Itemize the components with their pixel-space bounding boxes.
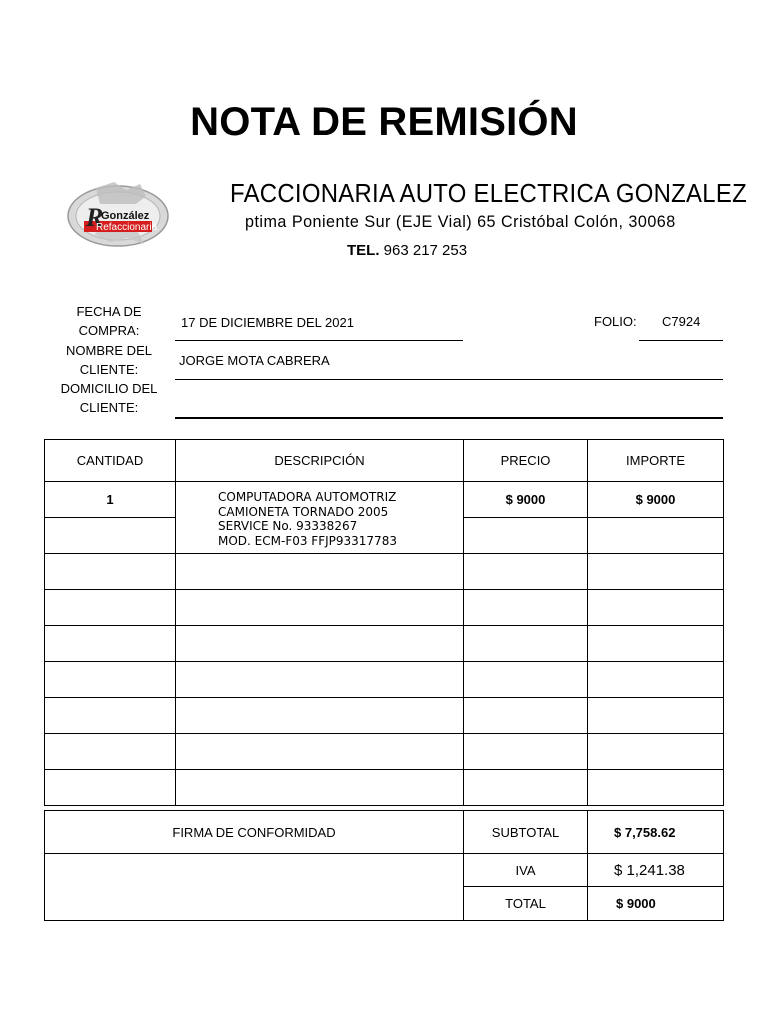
subtotal-label: SUBTOTAL bbox=[464, 811, 588, 854]
item-cantidad: 1 bbox=[45, 482, 176, 518]
table-cell bbox=[176, 554, 464, 590]
table-row bbox=[45, 626, 724, 662]
phone-number: 963 217 253 bbox=[383, 242, 468, 259]
company-name: FACCIONARIA AUTO ELECTRICA GONZALEZ bbox=[230, 178, 747, 208]
logo-text-bottom: Refaccionaria bbox=[96, 222, 158, 233]
table-cell bbox=[45, 662, 176, 698]
table-cell bbox=[464, 662, 588, 698]
table-cell bbox=[176, 734, 464, 770]
domicilio-label-line2: CLIENTE: bbox=[79, 400, 139, 415]
table-row bbox=[45, 554, 724, 590]
table-cell bbox=[464, 698, 588, 734]
nombre-label bbox=[44, 341, 174, 379]
iva-label: IVA bbox=[464, 854, 588, 887]
folio-value: C7924 bbox=[662, 314, 701, 329]
table-cell bbox=[464, 554, 588, 590]
logo-letter: R bbox=[86, 203, 104, 232]
table-row bbox=[45, 590, 724, 626]
company-phone bbox=[347, 242, 467, 259]
table-cell bbox=[588, 518, 724, 554]
domicilio-label-line1: DOMICILIO DEL bbox=[60, 381, 158, 396]
descripcion-line: SERVICE No. 93338267 bbox=[218, 519, 358, 533]
subtotal-value: $ 7,758.62 bbox=[588, 811, 724, 854]
table-cell bbox=[588, 590, 724, 626]
total-label: TOTAL bbox=[464, 887, 588, 921]
item-descripcion bbox=[218, 490, 397, 548]
iva-value: $ 1,241.38 bbox=[588, 854, 724, 887]
table-row bbox=[45, 734, 724, 770]
item-precio: $ 9000 bbox=[464, 482, 588, 518]
domicilio-underline bbox=[175, 417, 723, 419]
table-cell bbox=[45, 626, 176, 662]
table-header-row bbox=[45, 440, 724, 482]
table-cell bbox=[464, 518, 588, 554]
table-cell bbox=[45, 734, 176, 770]
header-precio: PRECIO bbox=[464, 440, 588, 482]
table-row bbox=[45, 662, 724, 698]
table-cell bbox=[464, 734, 588, 770]
table-cell bbox=[176, 626, 464, 662]
table-cell bbox=[588, 662, 724, 698]
fecha-label bbox=[44, 302, 174, 340]
table-cell bbox=[464, 626, 588, 662]
total-value: $ 9000 bbox=[588, 887, 724, 921]
descripcion-line: CAMIONETA TORNADO 2005 bbox=[218, 504, 389, 519]
table-cell bbox=[45, 770, 176, 806]
table-cell bbox=[45, 590, 176, 626]
header-cantidad: CANTIDAD bbox=[45, 440, 176, 482]
nombre-label-line2: CLIENTE: bbox=[79, 362, 139, 377]
company-address: ptima Poniente Sur (EJE Vial) 65 Cristóbal Colón, 30068 bbox=[245, 212, 676, 231]
totals-table bbox=[44, 810, 724, 921]
folio-underline bbox=[639, 340, 723, 341]
table-cell bbox=[176, 590, 464, 626]
folio-label: FOLIO: bbox=[594, 314, 637, 329]
header-importe: IMPORTE bbox=[588, 440, 724, 482]
phone-label: TEL. bbox=[347, 242, 380, 259]
table-cell bbox=[464, 770, 588, 806]
document-title: NOTA DE REMISIÓN bbox=[190, 100, 578, 144]
table-cell bbox=[176, 770, 464, 806]
nombre-underline bbox=[175, 379, 723, 380]
firma-label: FIRMA DE CONFORMIDAD bbox=[45, 811, 464, 854]
nombre-label-line1: NOMBRE DEL bbox=[66, 343, 152, 358]
item-importe: $ 9000 bbox=[588, 482, 724, 518]
table-row bbox=[45, 698, 724, 734]
table-cell bbox=[45, 698, 176, 734]
header-descripcion: DESCRIPCIÓN bbox=[176, 440, 464, 482]
fecha-underline bbox=[175, 340, 463, 341]
table-cell bbox=[588, 626, 724, 662]
table-cell bbox=[176, 698, 464, 734]
table-cell bbox=[588, 698, 724, 734]
table-cell bbox=[464, 590, 588, 626]
table-cell bbox=[45, 518, 176, 554]
nombre-value: JORGE MOTA CABRERA bbox=[179, 353, 330, 368]
table-cell bbox=[588, 770, 724, 806]
fecha-label-line1: FECHA DE bbox=[76, 304, 142, 319]
domicilio-label bbox=[44, 379, 174, 417]
company-logo bbox=[66, 178, 170, 250]
descripcion-line: MOD. ECM-F03 FFJP93317783 bbox=[218, 533, 397, 548]
fecha-label-line2: COMPRA: bbox=[78, 323, 140, 338]
table-cell bbox=[45, 554, 176, 590]
table-cell bbox=[588, 554, 724, 590]
table-cell bbox=[176, 662, 464, 698]
table-row bbox=[45, 770, 724, 806]
descripcion-line: COMPUTADORA AUTOMOTRIZ bbox=[218, 490, 397, 504]
logo-text-top: González bbox=[101, 210, 150, 222]
fecha-value: 17 DE DICIEMBRE DEL 2021 bbox=[181, 315, 354, 330]
firma-signature-box bbox=[45, 854, 464, 921]
table-cell bbox=[588, 734, 724, 770]
